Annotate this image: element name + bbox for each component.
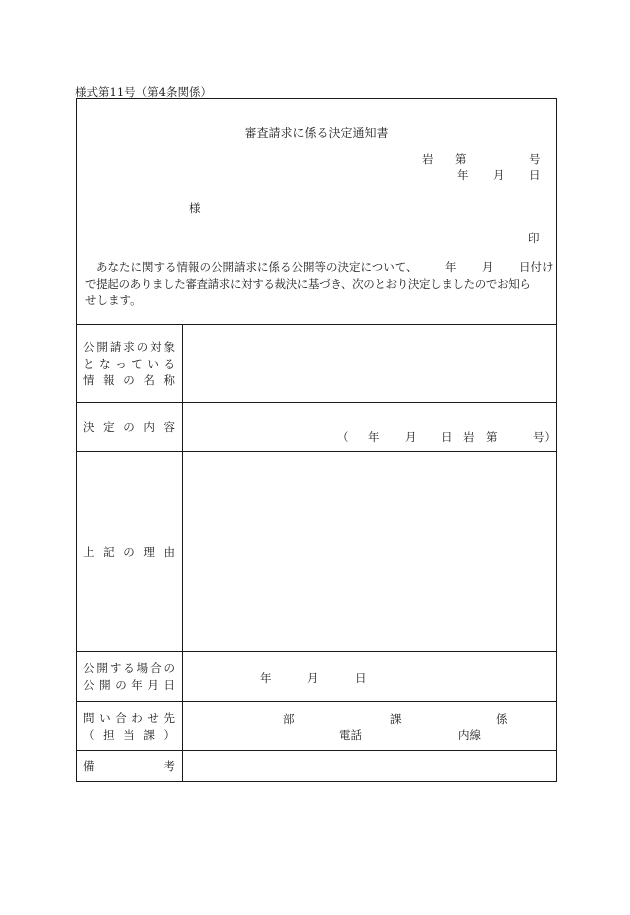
label-reason: 上記の理由: [83, 545, 175, 559]
table-top-rule: [77, 324, 556, 325]
decision-ref-go: 号）: [533, 430, 556, 444]
disclosure-month: 月: [307, 671, 319, 685]
notice-body: [85, 259, 553, 309]
label-contact: 問い合わせ先 （ 担 当 課 ）: [83, 711, 175, 742]
decision-ref-iwa: 岩: [463, 430, 475, 444]
header-month: 月: [493, 168, 505, 182]
contact-phone: 電話: [339, 728, 362, 742]
notification-form: [76, 98, 557, 782]
contact-extension: 内線: [458, 728, 481, 742]
header-dai: 第: [455, 152, 467, 166]
disclosure-year: 年: [260, 671, 272, 685]
row-divider: [77, 651, 556, 652]
label-remarks: 備考: [83, 759, 175, 773]
row-divider: [77, 750, 556, 751]
header-go: 号: [529, 152, 541, 166]
decision-ref-day: 日: [441, 430, 453, 444]
form-number: 様式第11号（第4条関係）: [75, 85, 212, 99]
body-year: 年: [445, 260, 457, 274]
contact-kakari: 係: [496, 712, 508, 726]
decision-ref-dai: 第: [486, 430, 498, 444]
label-target-information: 公開請求の対象 となっている 情報の名称: [83, 340, 175, 387]
decision-ref-year: 年: [368, 430, 380, 444]
row-divider: [77, 402, 556, 403]
disclosure-day: 日: [355, 671, 367, 685]
header-day: 日: [529, 168, 541, 182]
label-decision-content: 決定の内容: [83, 420, 175, 434]
contact-ka: 課: [390, 712, 402, 726]
seal-mark: 印: [528, 231, 540, 245]
label-contact-line2: （ 担 当 課 ）: [83, 727, 175, 742]
body-line1: あなたに関する情報の公開請求に係る公開等の決定について、: [96, 260, 418, 274]
document-title: 審査請求に係る決定通知書: [244, 126, 389, 140]
decision-ref-open: （: [337, 430, 349, 444]
body-month: 月: [482, 260, 494, 274]
decision-ref-month: 月: [405, 430, 417, 444]
row-divider: [77, 701, 556, 702]
row-divider: [77, 451, 556, 452]
label-disclosure-date: 公開する場合の 公開の年月日: [83, 661, 175, 692]
body-dated: 日付け: [519, 260, 554, 274]
header-year: 年: [457, 168, 469, 182]
label-column-divider: [182, 324, 183, 781]
addressee-suffix: 様: [189, 201, 201, 215]
body-line3: せします。: [85, 293, 142, 307]
contact-bu: 部: [283, 712, 295, 726]
header-iwa: 岩: [422, 152, 434, 166]
body-line2: で提起のありました審査請求に対する裁決に基づき、次のとおり決定しましたのでお知ら: [85, 276, 531, 291]
